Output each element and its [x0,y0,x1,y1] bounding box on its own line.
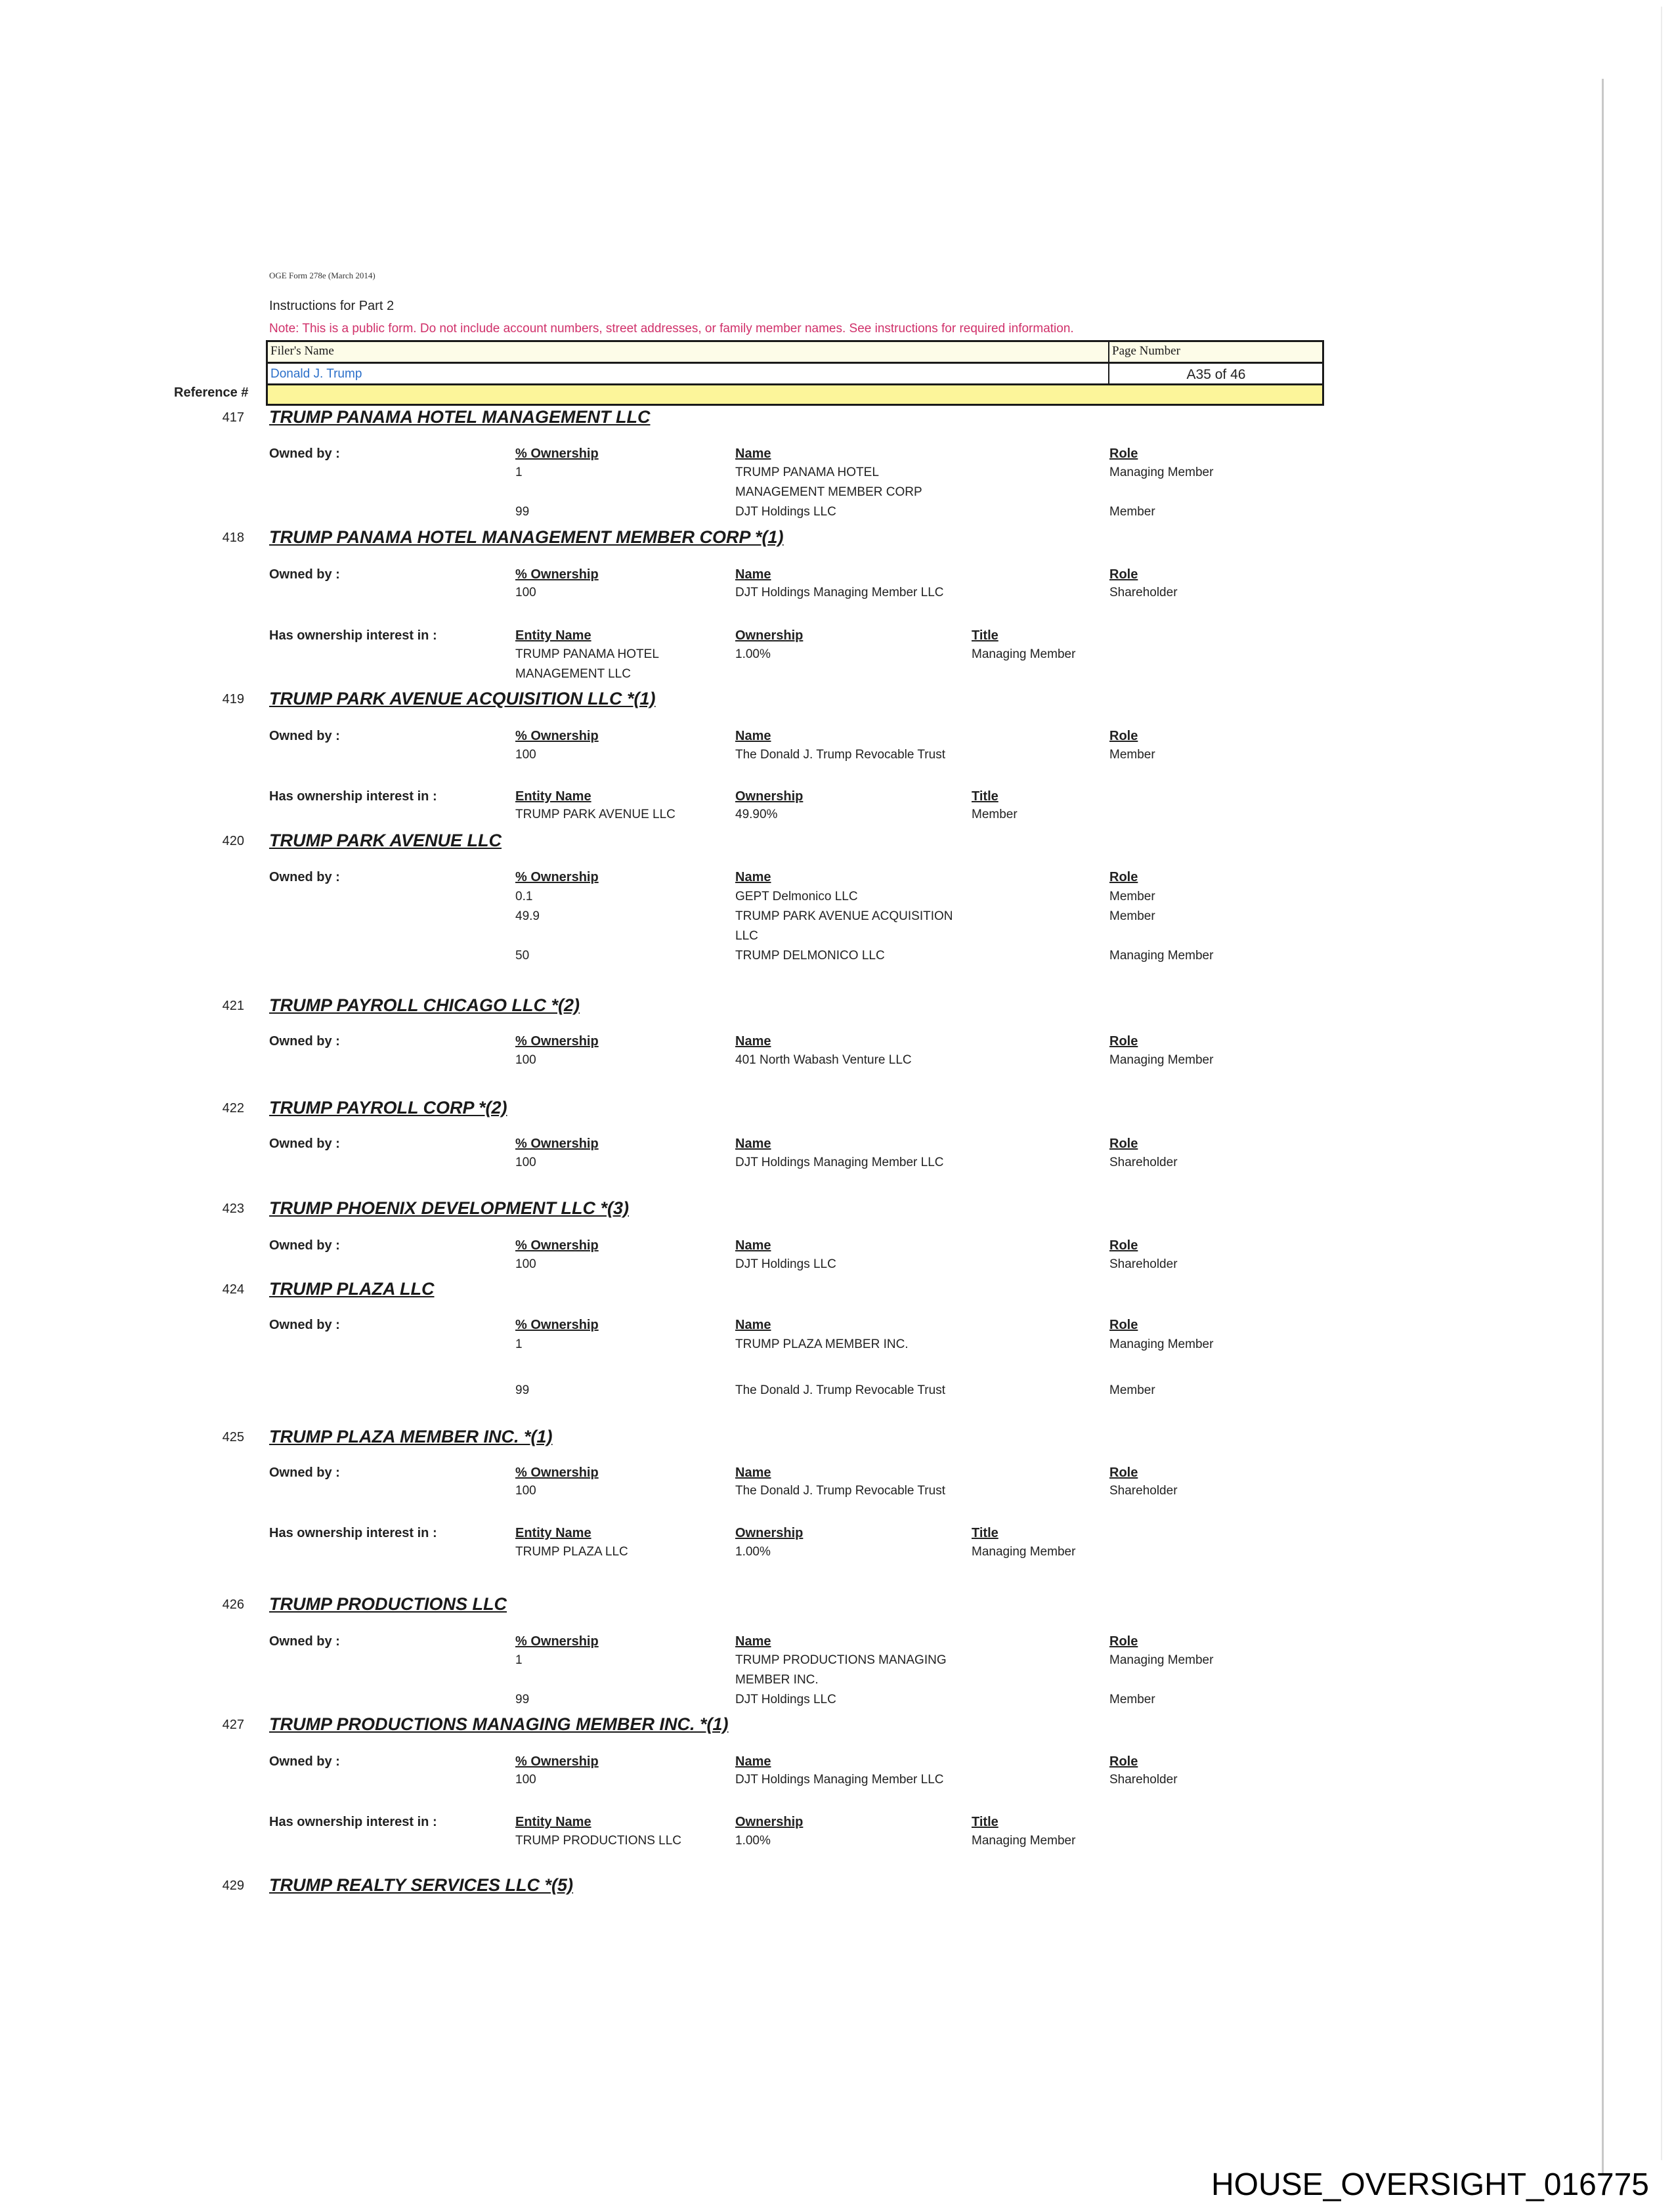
owned-by-label: Owned by : [269,1238,340,1253]
pct-ownership-header: % Ownership [515,446,599,461]
reference-number: 427 [222,1718,244,1732]
interest-ownership: 1.00% [735,1834,771,1848]
owner-role: Member [1109,909,1155,923]
entity-title: TRUMP REALTY SERVICES LLC *(5) [269,1875,574,1895]
ownership-header: Ownership [735,1526,804,1540]
reference-number: 418 [222,531,244,545]
has-interest-label: Has ownership interest in : [269,1526,437,1540]
owner-pct: 0.1 [515,890,533,903]
header-column-divider [1108,342,1109,383]
interest-entity: TRUMP PANAMA HOTEL [515,647,659,661]
ownership-header: Ownership [735,789,804,804]
entity-title: TRUMP PAYROLL CHICAGO LLC *(2) [269,995,580,1015]
owner-pct: 99 [515,1693,530,1706]
owner-role: Managing Member [1109,1337,1214,1351]
interest-title: Managing Member [972,647,1076,661]
interest-entity: TRUMP PARK AVENUE LLC [515,808,676,821]
entity-title: TRUMP PARK AVENUE LLC [269,831,502,850]
reference-number: 419 [222,692,244,706]
owner-pct: 100 [515,1773,536,1787]
owner-role: Shareholder [1109,1484,1178,1498]
owned-by-label: Owned by : [269,870,340,884]
owner-name: The Donald J. Trump Revocable Trust [735,1383,945,1397]
pct-ownership-header: % Ownership [515,1754,599,1769]
owner-name: 401 North Wabash Venture LLC [735,1053,912,1067]
has-interest-label: Has ownership interest in : [269,628,437,643]
entity-name-header: Entity Name [515,789,591,804]
name-header: Name [735,1034,771,1049]
reference-number: 426 [222,1597,244,1612]
pct-ownership-header: % Ownership [515,870,599,884]
owner-role: Shareholder [1109,1257,1178,1271]
name-header: Name [735,1754,771,1769]
entity-title: TRUMP PLAZA MEMBER INC. *(1) [269,1427,553,1446]
owner-pct: 100 [515,586,536,599]
reference-number: 420 [222,834,244,848]
reference-number: 429 [222,1878,244,1893]
name-header: Name [735,729,771,743]
owner-name: LLC [735,929,758,943]
owned-by-label: Owned by : [269,567,340,582]
owner-role: Managing Member [1109,1653,1214,1667]
has-interest-label: Has ownership interest in : [269,789,437,804]
title-header: Title [972,628,998,643]
name-header: Name [735,1238,771,1253]
owner-name: TRUMP PARK AVENUE ACQUISITION [735,909,953,923]
interest-entity: TRUMP PLAZA LLC [515,1545,628,1559]
role-header: Role [1109,1634,1138,1649]
reference-number: 422 [222,1101,244,1116]
role-header: Role [1109,567,1138,582]
header-value-row [268,364,1322,385]
page-number-label: Page Number [1112,344,1180,358]
filer-name-label: Filer's Name [270,344,334,358]
owner-role: Shareholder [1109,586,1178,599]
entity-title: TRUMP PAYROLL CORP *(2) [269,1098,507,1117]
role-header: Role [1109,729,1138,743]
entity-title: TRUMP PANAMA HOTEL MANAGEMENT LLC [269,407,651,427]
owner-role: Managing Member [1109,949,1214,963]
instructions-heading: Instructions for Part 2 [269,299,395,313]
interest-ownership: 1.00% [735,647,771,661]
owner-pct: 50 [515,949,530,963]
header-label-row [268,342,1322,364]
role-header: Role [1109,870,1138,884]
title-header: Title [972,1526,998,1540]
reference-number: 421 [222,999,244,1013]
owner-pct: 100 [515,748,536,762]
interest-entity: MANAGEMENT LLC [515,667,631,681]
role-header: Role [1109,1238,1138,1253]
pct-ownership-header: % Ownership [515,1034,599,1049]
reference-bar [268,385,1322,404]
title-header: Title [972,1815,998,1829]
owner-role: Shareholder [1109,1773,1178,1787]
owner-role: Managing Member [1109,466,1214,479]
has-interest-label: Has ownership interest in : [269,1815,437,1829]
owned-by-label: Owned by : [269,1634,340,1649]
scan-page-edge [1661,7,1662,2160]
owner-name: The Donald J. Trump Revocable Trust [735,748,945,762]
name-header: Name [735,1318,771,1332]
owner-pct: 100 [515,1257,536,1271]
name-header: Name [735,446,771,461]
owner-pct: 100 [515,1053,536,1067]
owner-role: Shareholder [1109,1156,1178,1169]
owner-pct: 1 [515,466,523,479]
page-number-value: A35 of 46 [1186,367,1246,382]
owned-by-label: Owned by : [269,1754,340,1769]
reference-number-label: Reference # [174,385,249,400]
filer-header-table [266,340,1324,406]
owner-name: DJT Holdings LLC [735,1693,836,1706]
ownership-header: Ownership [735,1815,804,1829]
owner-pct: 100 [515,1484,536,1498]
owner-name: MEMBER INC. [735,1673,819,1687]
reference-number: 425 [222,1430,244,1444]
owner-pct: 100 [515,1156,536,1169]
owner-pct: 1 [515,1337,523,1351]
reference-number: 423 [222,1202,244,1216]
interest-title: Managing Member [972,1545,1076,1559]
pct-ownership-header: % Ownership [515,1318,599,1332]
owner-role: Member [1109,505,1155,519]
entity-title: TRUMP PRODUCTIONS MANAGING MEMBER INC. *(1) [269,1714,729,1734]
entity-name-header: Entity Name [515,1526,591,1540]
owned-by-label: Owned by : [269,1034,340,1049]
name-header: Name [735,1137,771,1151]
entity-title: TRUMP PANAMA HOTEL MANAGEMENT MEMBER CORP *(1) [269,527,784,547]
reference-number: 417 [222,410,244,425]
role-header: Role [1109,1465,1138,1480]
owner-name: The Donald J. Trump Revocable Trust [735,1484,945,1498]
entity-title: TRUMP PRODUCTIONS LLC [269,1594,507,1614]
owner-role: Member [1109,1693,1155,1706]
owner-name: DJT Holdings Managing Member LLC [735,1156,944,1169]
owner-name: TRUMP PANAMA HOTEL [735,466,879,479]
name-header: Name [735,1465,771,1480]
name-header: Name [735,567,771,582]
owner-pct: 49.9 [515,909,540,923]
owned-by-label: Owned by : [269,729,340,743]
entity-title: TRUMP PARK AVENUE ACQUISITION LLC *(1) [269,689,656,708]
interest-title: Member [972,808,1018,821]
role-header: Role [1109,1034,1138,1049]
owner-role: Member [1109,748,1155,762]
owned-by-label: Owned by : [269,446,340,461]
owner-name: TRUMP PRODUCTIONS MANAGING [735,1653,947,1667]
pct-ownership-header: % Ownership [515,729,599,743]
owner-name: DJT Holdings LLC [735,1257,836,1271]
role-header: Role [1109,1318,1138,1332]
owned-by-label: Owned by : [269,1137,340,1151]
pct-ownership-header: % Ownership [515,1634,599,1649]
owner-name: TRUMP DELMONICO LLC [735,949,885,963]
entity-title: TRUMP PHOENIX DEVELOPMENT LLC *(3) [269,1198,630,1218]
owned-by-label: Owned by : [269,1318,340,1332]
interest-entity: TRUMP PRODUCTIONS LLC [515,1834,682,1848]
form-label: OGE Form 278e (March 2014) [269,271,376,280]
pct-ownership-header: % Ownership [515,567,599,582]
owner-name: TRUMP PLAZA MEMBER INC. [735,1337,909,1351]
title-header: Title [972,789,998,804]
owner-name: DJT Holdings LLC [735,505,836,519]
pct-ownership-header: % Ownership [515,1238,599,1253]
filer-name-value: Donald J. Trump [270,367,362,381]
scan-edge-line [1602,79,1604,2173]
entity-name-header: Entity Name [515,628,591,643]
owner-pct: 99 [515,1383,530,1397]
bates-number: HOUSE_OVERSIGHT_016775 [1211,2167,1649,2202]
owner-role: Member [1109,890,1155,903]
owner-name: GEPT Delmonico LLC [735,890,858,903]
interest-ownership: 1.00% [735,1545,771,1559]
owner-role: Member [1109,1383,1155,1397]
reference-number: 424 [222,1282,244,1297]
owner-name: DJT Holdings Managing Member LLC [735,586,944,599]
role-header: Role [1109,446,1138,461]
interest-title: Managing Member [972,1834,1076,1848]
owner-name: MANAGEMENT MEMBER CORP [735,485,922,499]
name-header: Name [735,870,771,884]
ownership-header: Ownership [735,628,804,643]
entity-title: TRUMP PLAZA LLC [269,1279,435,1299]
owner-pct: 99 [515,505,530,519]
owned-by-label: Owned by : [269,1465,340,1480]
pct-ownership-header: % Ownership [515,1137,599,1151]
owner-name: DJT Holdings Managing Member LLC [735,1773,944,1787]
entity-name-header: Entity Name [515,1815,591,1829]
pct-ownership-header: % Ownership [515,1465,599,1480]
role-header: Role [1109,1754,1138,1769]
role-header: Role [1109,1137,1138,1151]
owner-pct: 1 [515,1653,523,1667]
owner-role: Managing Member [1109,1053,1214,1067]
interest-ownership: 49.90% [735,808,778,821]
public-form-note: Note: This is a public form. Do not include account numbers, street addresses, or family member names. See instructions for required information. [269,322,1074,336]
name-header: Name [735,1634,771,1649]
